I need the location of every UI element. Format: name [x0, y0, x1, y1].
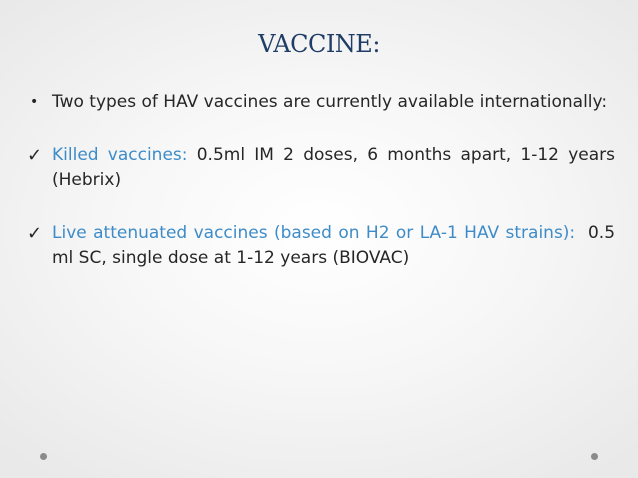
checkmark-icon: ✓ — [27, 223, 43, 244]
slide-content — [27, 90, 621, 299]
list-item — [27, 221, 621, 271]
item-text: 0.5ml IM 2 doses, 6 months apart, 1-12 years (Hebrix) — [52, 145, 616, 190]
list-item — [27, 143, 616, 193]
item-text: Two types of HAV vaccines are currently available internationally: — [52, 92, 608, 112]
checkmark-icon: ✓ — [27, 145, 43, 166]
item-text: 0.5 ml SC, single dose at 1-12 years (BIOVAC) — [52, 223, 621, 268]
item-lead: Killed vaccines: — [52, 145, 188, 165]
nav-dot-left — [40, 453, 47, 460]
slide-title: VACCINE: — [258, 30, 380, 58]
item-lead: Live attenuated vaccines (based on H2 or LA-1 HAV strains): — [52, 223, 576, 243]
list-item — [30, 90, 615, 115]
nav-dot-right — [591, 453, 598, 460]
bullet-icon: • — [30, 94, 39, 110]
